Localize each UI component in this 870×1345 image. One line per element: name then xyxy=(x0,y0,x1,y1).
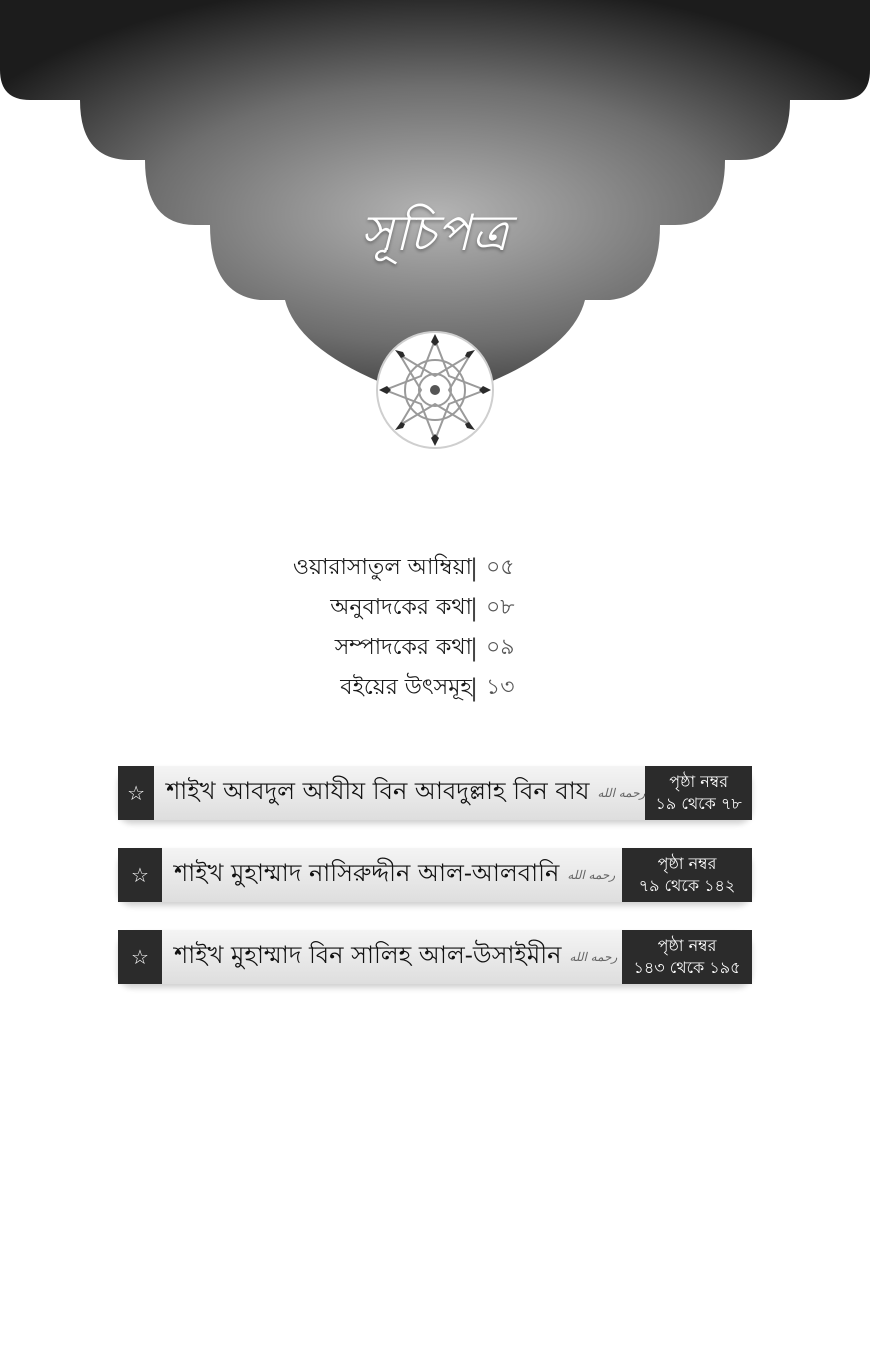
toc-entry-page: ০৮ xyxy=(486,594,515,620)
section-name xyxy=(162,848,622,902)
page-range-box xyxy=(645,766,752,820)
page-range-label: পৃষ্ঠা নম্বর xyxy=(669,772,729,791)
star-outline-icon: ☆ xyxy=(118,766,154,820)
toc-entry-page: ০৯ xyxy=(486,634,515,660)
toc-entry-label: সম্পাদকের কথা xyxy=(334,634,472,660)
page-range-value: ১৯ থেকে ৭৮ xyxy=(655,794,742,813)
toc-entry[interactable] xyxy=(0,668,870,708)
page-range-value: ৭৯ থেকে ১৪২ xyxy=(638,876,736,895)
header-banner xyxy=(0,0,870,470)
section-bar-bin-baz[interactable] xyxy=(118,766,752,820)
toc-entry-label: অনুবাদকের কথা xyxy=(330,594,472,620)
toc-separator: | xyxy=(470,674,479,702)
rosette-ornament xyxy=(377,332,493,448)
toc-entry[interactable] xyxy=(0,628,870,668)
section-bar-albani[interactable] xyxy=(118,848,752,902)
page-range-label: পৃষ্ঠা নম্বর xyxy=(657,854,717,873)
star-outline-icon: ☆ xyxy=(118,848,162,902)
page-range-label: পৃষ্ঠা নম্বর xyxy=(657,936,717,955)
section-name xyxy=(162,930,622,984)
star-outline-icon: ☆ xyxy=(118,930,162,984)
toc-entry-label: বইয়ের উৎসমূহ xyxy=(340,674,472,700)
toc-entry-page: ০৫ xyxy=(486,554,515,580)
page-range-value: ১৪৩ থেকে ১৯৫ xyxy=(633,958,741,977)
honorific-calligraphy: رحمه الله xyxy=(597,786,646,800)
honorific-calligraphy: رحمه الله xyxy=(567,868,616,882)
toc-separator: | xyxy=(470,554,479,582)
page-range-box xyxy=(622,848,752,902)
toc-entry[interactable] xyxy=(0,588,870,628)
section-title: শাইখ মুহাম্মাদ বিন সালিহ আল-উসাইমীন xyxy=(174,941,562,969)
toc-separator: | xyxy=(470,594,479,622)
toc-entry[interactable] xyxy=(0,548,870,588)
section-title: শাইখ মুহাম্মাদ নাসিরুদ্দীন আল-আলবানি xyxy=(174,859,560,887)
section-bar-uthaymin[interactable] xyxy=(118,930,752,984)
toc-entry-label: ওয়ারাসাতুল আম্বিয়া xyxy=(292,554,472,580)
toc-entry-page: ১৩ xyxy=(486,674,515,700)
section-name xyxy=(154,766,645,820)
page-title: সূচিপত্র xyxy=(360,204,510,262)
page-range-box xyxy=(622,930,752,984)
section-title: শাইখ আবদুল আযীয বিন আবদুল্লাহ বিন বায xyxy=(166,777,590,805)
toc-separator: | xyxy=(470,634,479,662)
honorific-calligraphy: رحمه الله xyxy=(569,950,618,964)
